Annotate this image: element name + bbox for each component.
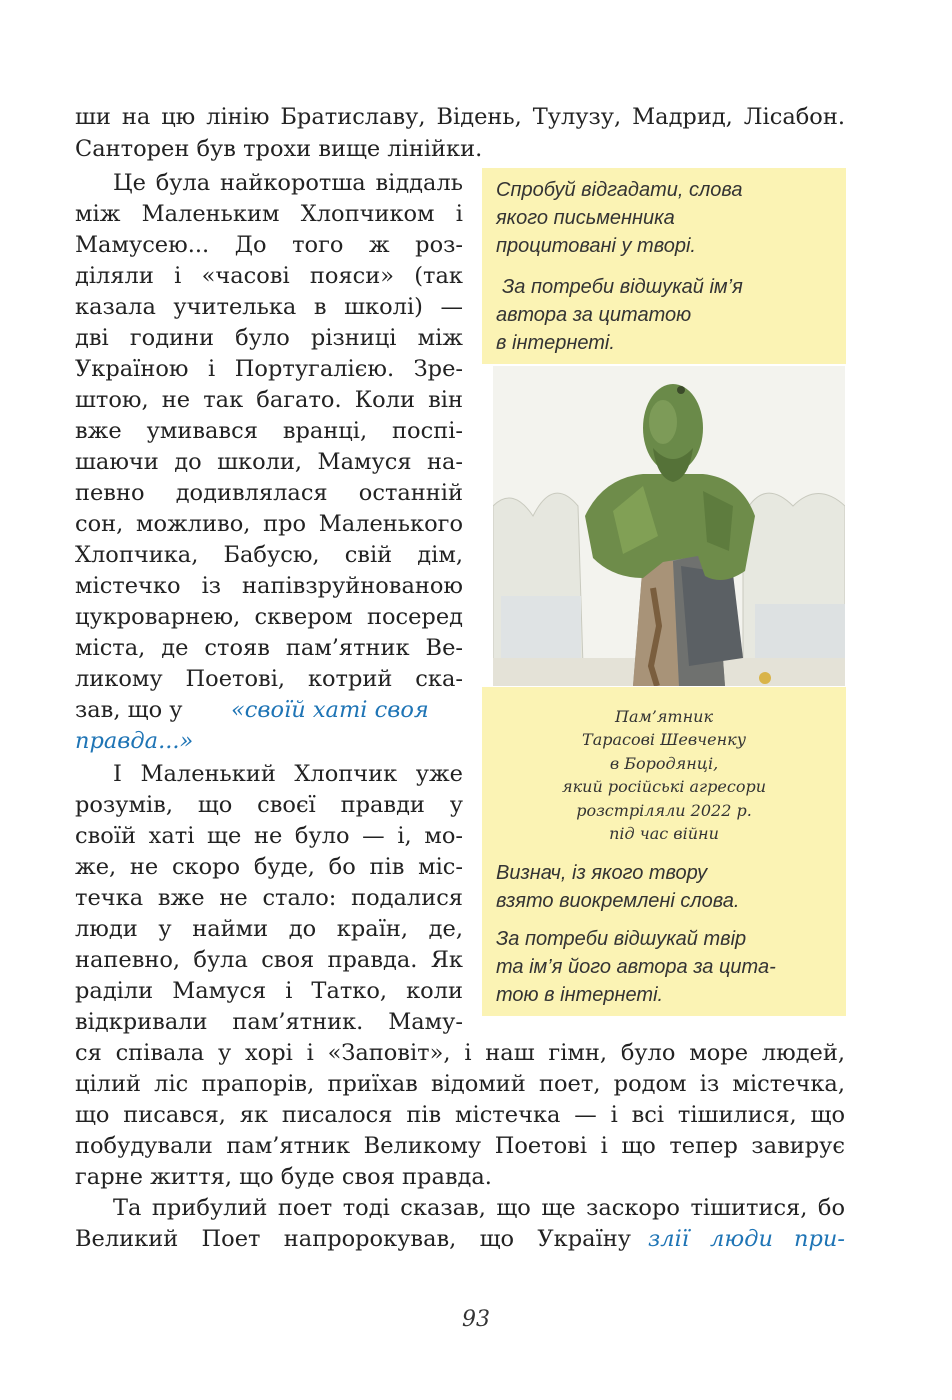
body-text-line: що писався, як писалося пів містечка — і всі тішилися, що: [75, 1102, 845, 1128]
body-text-line: казала учителька в школі) —: [75, 294, 463, 320]
task-text: автора за цитатою: [496, 304, 692, 326]
highlighted-quote: злії люди при-: [648, 1226, 845, 1252]
body-text-line: же, не скоро буде, бо пів міс-: [75, 854, 463, 880]
monument-photo: [493, 366, 845, 686]
page-number: 93: [462, 1307, 490, 1332]
body-text-line: Мамусею... До того ж роз-: [75, 232, 463, 258]
highlighted-quote: «своїй хаті своя: [231, 697, 429, 723]
body-text-line: ся співала у хорі і «Заповіт», і наш гімн, було море людей,: [75, 1040, 845, 1066]
body-text-line: Та прибулий поет тоді сказав, що ще заскоро тішитися, бо: [113, 1195, 845, 1221]
body-text-line: люди у найми до країн, де,: [75, 916, 463, 942]
body-text-line: цукроварнею, сквером посеред: [75, 604, 463, 630]
caption-line: який російські агресори: [561, 777, 766, 797]
task-text: тою в інтернеті.: [496, 984, 664, 1006]
photo-caption: [482, 705, 846, 845]
body-text-line: між Маленьким Хлопчиком і: [75, 201, 463, 227]
body-text-line: зав, що у: [75, 697, 183, 723]
body-text-line: Санторен був трохи вище лінійки.: [75, 136, 483, 162]
body-text-line: цілий ліс прапорів, приїхав відомий поет, родом із містечка,: [75, 1071, 845, 1097]
body-text-line: побудували пам’ятник Великому Поетові і що тепер завирує: [75, 1133, 845, 1159]
body-text-line: І Маленький Хлопчик уже: [113, 761, 463, 787]
body-text-line: відкривали пам’ятник. Маму-: [75, 1009, 463, 1035]
task-text: Спробуй відгадати, слова: [496, 179, 743, 201]
body-text-line: містечко із напівзруйнованою: [75, 573, 463, 599]
body-text-line: гарне життя, що буде своя правда.: [75, 1164, 492, 1190]
task-box-guess-author: [482, 168, 846, 364]
body-text-line: своїй хаті ще не було — і, мо-: [75, 823, 463, 849]
caption-line: під час війни: [609, 824, 719, 844]
body-text-line: сон, можливо, про Маленького: [75, 511, 463, 537]
body-text-line: дві години було різниці між: [75, 325, 463, 351]
body-text-line: діляли і «часові пояси» (так: [75, 263, 463, 289]
body-text-line: напевно, була своя правда. Як: [75, 947, 463, 973]
caption-line: в Бородянці,: [609, 753, 719, 773]
task-text: За потреби відшукай твір: [496, 928, 747, 950]
body-text-line: ликому Поетові, котрий ска-: [75, 666, 463, 692]
body-text-line: розумів, що своєї правди у: [75, 792, 463, 818]
task-text: взято виокремлені слова.: [496, 890, 740, 912]
body-text-line: Хлопчика, Бабусю, свій дім,: [75, 542, 463, 568]
body-text-line: Це була найкоротша віддаль: [113, 170, 463, 196]
body-text-line: раділи Мамуся і Татко, коли: [75, 978, 463, 1004]
task-text: якого письменника: [496, 207, 675, 229]
body-text-line: певно додивлялася останній: [75, 480, 463, 506]
body-text-line: течка вже не стало: подалися: [75, 885, 463, 911]
body-text-line: Великий Поет напророкував, що Україну: [75, 1226, 631, 1252]
task-text: та ім’я його автора за цита-: [496, 956, 776, 978]
caption-line: розстріляли 2022 р.: [576, 800, 752, 820]
body-text-line: вже умивався вранці, поспі-: [75, 418, 463, 444]
shevchenko-monument-image: [493, 366, 845, 686]
task-box-identify-work: [482, 687, 846, 1016]
body-text-line: штою, не так багато. Коли він: [75, 387, 463, 413]
highlighted-quote: правда...»: [75, 728, 194, 754]
body-text-line: Україною і Португалією. Зре-: [75, 356, 463, 382]
body-text-line: міста, де стояв пам’ятник Ве-: [75, 635, 463, 661]
body-text-line: шаючи до школи, Мамуся на-: [75, 449, 463, 475]
caption-line: Тарасові Шевченку: [582, 730, 746, 750]
task-text: в інтернеті.: [496, 332, 615, 354]
task-text: За потреби відшукай ім’я: [502, 276, 743, 298]
body-text-line: ши на цю лінію Братиславу, Відень, Тулузу, Мадрид, Лісабон.: [75, 104, 845, 130]
task-text: процитовані у творі.: [496, 235, 696, 257]
task-text: Визнач, із якого твору: [496, 862, 708, 884]
caption-line: Пам’ятник: [614, 707, 713, 726]
